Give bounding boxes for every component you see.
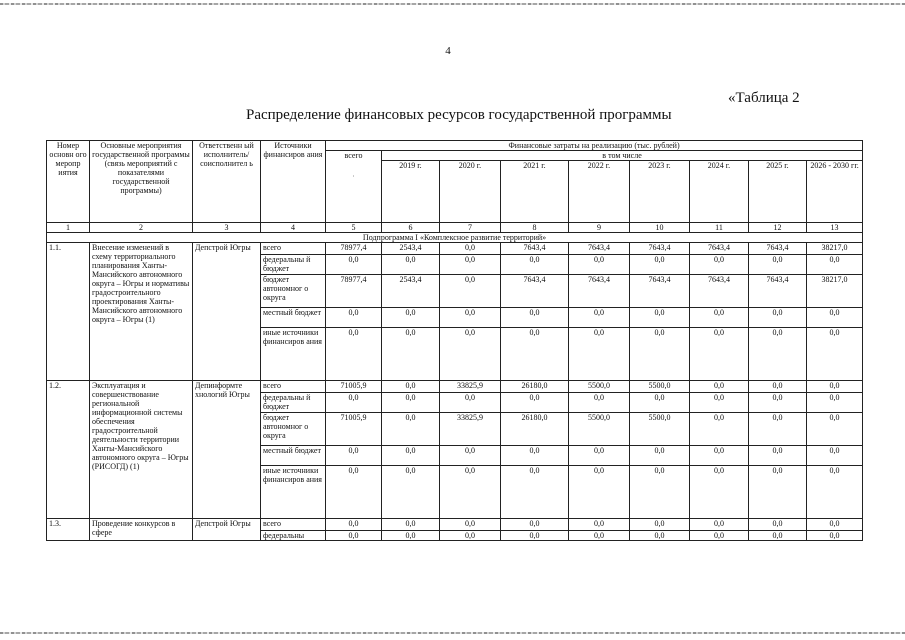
amount-cell: 7643,4 bbox=[749, 275, 807, 308]
table-label: «Таблица 2 bbox=[728, 90, 800, 106]
table-row bbox=[47, 381, 863, 393]
header-year: 2021 г. bbox=[501, 161, 569, 223]
amount-cell: 0,0 bbox=[807, 531, 863, 541]
amount-cell: 0,0 bbox=[807, 393, 863, 413]
funding-source: иные источники финансиров ания bbox=[261, 328, 326, 381]
amount-cell: 7643,4 bbox=[630, 275, 690, 308]
document-title: Распределение финансовых ресурсов государственной программы bbox=[246, 107, 672, 123]
funding-source: бюджет автономног о округа bbox=[261, 275, 326, 308]
amount-cell: 0,0 bbox=[569, 308, 630, 328]
amount-cell: 0,0 bbox=[326, 393, 382, 413]
amount-cell: 0,0 bbox=[630, 466, 690, 519]
column-number: 11 bbox=[690, 223, 749, 233]
amount-cell: 0,0 bbox=[382, 413, 440, 446]
column-number: 8 bbox=[501, 223, 569, 233]
amount-cell: 0,0 bbox=[440, 446, 501, 466]
amount-cell: 0,0 bbox=[807, 381, 863, 393]
header-funding-source: Источники финансиров ания bbox=[261, 141, 326, 223]
amount-cell: 0,0 bbox=[382, 381, 440, 393]
amount-cell: 0,0 bbox=[382, 255, 440, 275]
amount-cell: 0,0 bbox=[807, 519, 863, 531]
amount-cell: 0,0 bbox=[382, 308, 440, 328]
amount-cell: 26180,0 bbox=[501, 381, 569, 393]
funding-source: всего bbox=[261, 519, 326, 531]
amount-cell: 7643,4 bbox=[569, 243, 630, 255]
funding-source: всего bbox=[261, 381, 326, 393]
table-body bbox=[47, 223, 863, 541]
amount-cell: 26180,0 bbox=[501, 413, 569, 446]
activity-number: 1.1. bbox=[47, 243, 90, 381]
amount-cell: 0,0 bbox=[749, 519, 807, 531]
column-number: 2 bbox=[90, 223, 193, 233]
amount-cell: 0,0 bbox=[501, 446, 569, 466]
amount-cell: 0,0 bbox=[501, 308, 569, 328]
amount-cell: 0,0 bbox=[749, 413, 807, 446]
amount-cell: 0,0 bbox=[630, 393, 690, 413]
amount-cell: 0,0 bbox=[501, 466, 569, 519]
scan-edge-bottom bbox=[0, 632, 905, 634]
funding-source: всего bbox=[261, 243, 326, 255]
amount-cell: 0,0 bbox=[326, 519, 382, 531]
amount-cell: 0,0 bbox=[326, 446, 382, 466]
amount-cell: 0,0 bbox=[749, 466, 807, 519]
column-number: 9 bbox=[569, 223, 630, 233]
amount-cell: 0,0 bbox=[749, 328, 807, 381]
amount-cell: 0,0 bbox=[630, 446, 690, 466]
amount-cell: 0,0 bbox=[690, 466, 749, 519]
amount-cell: 0,0 bbox=[749, 393, 807, 413]
amount-cell: 0,0 bbox=[501, 328, 569, 381]
amount-cell: 0,0 bbox=[690, 393, 749, 413]
amount-cell: 0,0 bbox=[749, 308, 807, 328]
amount-cell: 0,0 bbox=[749, 381, 807, 393]
activity-number: 1.2. bbox=[47, 381, 90, 519]
financial-resources-table bbox=[46, 140, 863, 541]
column-number: 7 bbox=[440, 223, 501, 233]
amount-cell: 0,0 bbox=[630, 328, 690, 381]
amount-cell: 0,0 bbox=[807, 446, 863, 466]
header-total: всего · bbox=[326, 151, 382, 223]
amount-cell: 0,0 bbox=[630, 308, 690, 328]
amount-cell: 0,0 bbox=[501, 393, 569, 413]
amount-cell: 0,0 bbox=[440, 519, 501, 531]
amount-cell: 38217,0 bbox=[807, 243, 863, 255]
header-year: 2026 - 2030 гг. bbox=[807, 161, 863, 223]
responsible-executor: Депинформте хнологий Югры bbox=[193, 381, 261, 519]
amount-cell: 0,0 bbox=[326, 531, 382, 541]
funding-source: местный бюджет bbox=[261, 446, 326, 466]
page-number: 4 bbox=[445, 45, 451, 57]
column-numbers-row bbox=[47, 223, 863, 233]
responsible-executor: Депстрой Югры bbox=[193, 243, 261, 381]
activity-name: Эксплуатация и совершенствование региональной информационной системы обеспечения градостроительной деятельности территории Ханты-Мансийского автономного округа – Югры (РИСОГД) (1) bbox=[90, 381, 193, 519]
amount-cell: 0,0 bbox=[501, 531, 569, 541]
funding-source: федеральны bbox=[261, 531, 326, 541]
amount-cell: 5500,0 bbox=[630, 413, 690, 446]
amount-cell: 0,0 bbox=[807, 413, 863, 446]
column-number: 1 bbox=[47, 223, 90, 233]
amount-cell: 0,0 bbox=[690, 255, 749, 275]
amount-cell: 0,0 bbox=[382, 519, 440, 531]
amount-cell: 0,0 bbox=[382, 393, 440, 413]
amount-cell: 0,0 bbox=[569, 255, 630, 275]
funding-source: федеральны й бюджет bbox=[261, 255, 326, 275]
amount-cell: 0,0 bbox=[382, 466, 440, 519]
header-year: 2024 г. bbox=[690, 161, 749, 223]
header-financial-costs: Финансовые затраты на реализацию (тыс. рублей) bbox=[326, 141, 863, 151]
column-number: 6 bbox=[382, 223, 440, 233]
activity-name: Внесение изменений в схему территориального планирования Ханты-Мансийского автономного округа – Югры и нормативы градостроительного проектирования Ханты-Мансийского автономного округа – Югры (1) bbox=[90, 243, 193, 381]
amount-cell: 0,0 bbox=[326, 255, 382, 275]
amount-cell: 0,0 bbox=[569, 519, 630, 531]
amount-cell: 71005,9 bbox=[326, 413, 382, 446]
amount-cell: 33825,9 bbox=[440, 381, 501, 393]
amount-cell: 0,0 bbox=[690, 519, 749, 531]
header-year: 2022 г. bbox=[569, 161, 630, 223]
funding-source: федеральны й бюджет bbox=[261, 393, 326, 413]
amount-cell: 0,0 bbox=[440, 308, 501, 328]
funding-source: бюджет автономног о округа bbox=[261, 413, 326, 446]
amount-cell: 0,0 bbox=[690, 381, 749, 393]
column-number: 4 bbox=[261, 223, 326, 233]
header-including: в том числе bbox=[382, 151, 863, 161]
amount-cell: 0,0 bbox=[569, 393, 630, 413]
header-year: 2020 г. bbox=[440, 161, 501, 223]
amount-cell: 0,0 bbox=[501, 519, 569, 531]
amount-cell: 78977,4 bbox=[326, 243, 382, 255]
amount-cell: 0,0 bbox=[382, 446, 440, 466]
header-year: 2023 г. bbox=[630, 161, 690, 223]
amount-cell: 0,0 bbox=[690, 446, 749, 466]
amount-cell: 2543,4 bbox=[382, 275, 440, 308]
amount-cell: 0,0 bbox=[630, 519, 690, 531]
amount-cell: 7643,4 bbox=[690, 243, 749, 255]
header-responsible: Ответственн ый исполнитель/ соисполнител ь bbox=[193, 141, 261, 223]
amount-cell: 0,0 bbox=[326, 328, 382, 381]
amount-cell: 0,0 bbox=[569, 446, 630, 466]
amount-cell: 0,0 bbox=[440, 328, 501, 381]
amount-cell: 71005,9 bbox=[326, 381, 382, 393]
amount-cell: 0,0 bbox=[440, 466, 501, 519]
amount-cell: 7643,4 bbox=[501, 275, 569, 308]
activity-number: 1.3. bbox=[47, 519, 90, 541]
funding-source: иные источники финансиров ания bbox=[261, 466, 326, 519]
header-activity-number: Номер основн ого меропр иятия bbox=[47, 141, 90, 223]
amount-cell: 0,0 bbox=[382, 328, 440, 381]
amount-cell: 33825,9 bbox=[440, 413, 501, 446]
amount-cell: 0,0 bbox=[690, 308, 749, 328]
column-number: 3 bbox=[193, 223, 261, 233]
amount-cell: 0,0 bbox=[440, 531, 501, 541]
subprogram-title: Подпрограмма I «Комплексное развитие территорий» bbox=[47, 233, 863, 243]
amount-cell: 2543,4 bbox=[382, 243, 440, 255]
amount-cell: 0,0 bbox=[569, 531, 630, 541]
column-number: 12 bbox=[749, 223, 807, 233]
amount-cell: 0,0 bbox=[749, 446, 807, 466]
funding-source: местный бюджет bbox=[261, 308, 326, 328]
amount-cell: 38217,0 bbox=[807, 275, 863, 308]
amount-cell: 7643,4 bbox=[630, 243, 690, 255]
activity-name: Проведение конкурсов в сфере bbox=[90, 519, 193, 541]
amount-cell: 0,0 bbox=[749, 255, 807, 275]
amount-cell: 0,0 bbox=[807, 308, 863, 328]
amount-cell: 7643,4 bbox=[501, 243, 569, 255]
column-number: 5 bbox=[326, 223, 382, 233]
amount-cell: 0,0 bbox=[690, 328, 749, 381]
amount-cell: 0,0 bbox=[630, 255, 690, 275]
amount-cell: 0,0 bbox=[630, 531, 690, 541]
amount-cell: 0,0 bbox=[569, 328, 630, 381]
amount-cell: 0,0 bbox=[382, 531, 440, 541]
amount-cell: 5500,0 bbox=[630, 381, 690, 393]
amount-cell: 0,0 bbox=[326, 466, 382, 519]
amount-cell: 7643,4 bbox=[749, 243, 807, 255]
amount-cell: 0,0 bbox=[807, 466, 863, 519]
amount-cell: 0,0 bbox=[501, 255, 569, 275]
amount-cell: 5500,0 bbox=[569, 381, 630, 393]
amount-cell: 0,0 bbox=[440, 393, 501, 413]
amount-cell: 0,0 bbox=[690, 531, 749, 541]
amount-cell: 0,0 bbox=[440, 255, 501, 275]
subprogram-row bbox=[47, 233, 863, 243]
table-row bbox=[47, 243, 863, 255]
table-row bbox=[47, 519, 863, 531]
header-year: 2019 г. bbox=[382, 161, 440, 223]
amount-cell: 0,0 bbox=[440, 275, 501, 308]
amount-cell: 7643,4 bbox=[690, 275, 749, 308]
column-number: 10 bbox=[630, 223, 690, 233]
amount-cell: 0,0 bbox=[326, 308, 382, 328]
amount-cell: 0,0 bbox=[440, 243, 501, 255]
amount-cell: 0,0 bbox=[807, 255, 863, 275]
amount-cell: 5500,0 bbox=[569, 413, 630, 446]
amount-cell: 0,0 bbox=[749, 531, 807, 541]
responsible-executor: Депстрой Югры bbox=[193, 519, 261, 541]
amount-cell: 78977,4 bbox=[326, 275, 382, 308]
header-year: 2025 г. bbox=[749, 161, 807, 223]
header-row-1 bbox=[47, 141, 863, 151]
header-main-activities: Основные мероприятия государственной программы (связь мероприятий с показателями государственной программы) bbox=[90, 141, 193, 223]
amount-cell: 0,0 bbox=[807, 328, 863, 381]
scan-edge-top bbox=[0, 3, 905, 5]
amount-cell: 0,0 bbox=[690, 413, 749, 446]
amount-cell: 0,0 bbox=[569, 466, 630, 519]
column-number: 13 bbox=[807, 223, 863, 233]
amount-cell: 7643,4 bbox=[569, 275, 630, 308]
